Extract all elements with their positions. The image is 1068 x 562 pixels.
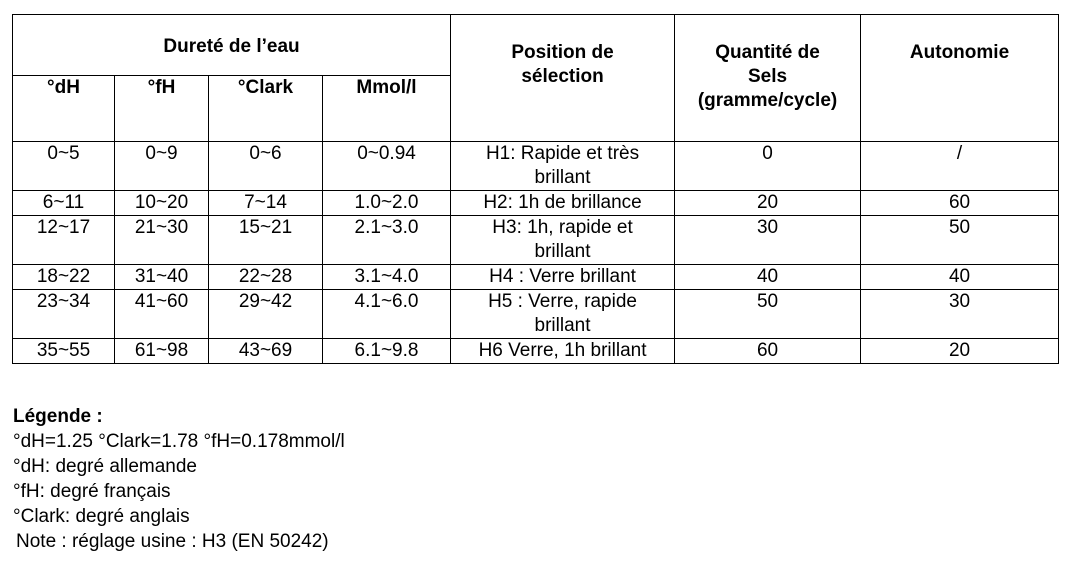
quantity-header-line: Quantité de (715, 42, 820, 63)
cell-mmol: 3.1~4.0 (323, 265, 451, 290)
quantity-header-line: (gramme/cycle) (697, 90, 838, 111)
cell-clark: 7~14 (209, 191, 323, 216)
table-row (13, 216, 1059, 265)
table-row (13, 265, 1059, 290)
unit-header-mmol: Mmol/l (323, 76, 451, 142)
position-line: H1: Rapide et très (485, 143, 640, 164)
cell-autonomy: / (861, 142, 1059, 191)
position-line: brillant (534, 315, 591, 336)
position-line: H6 Verre, 1h brillant (478, 340, 647, 361)
cell-position (451, 191, 675, 216)
cell-dh: 18~22 (13, 265, 115, 290)
unit-header-clark: °Clark (209, 76, 323, 142)
cell-clark: 22~28 (209, 265, 323, 290)
cell-clark: 29~42 (209, 290, 323, 339)
water-hardness-header: Dureté de l’eau (13, 15, 451, 76)
cell-quantity: 20 (675, 191, 861, 216)
table-row (13, 290, 1059, 339)
legend-title: Légende : (13, 406, 103, 427)
water-hardness-table (12, 14, 1059, 364)
position-header-line: Position de (511, 42, 614, 63)
position-header (451, 15, 675, 142)
quantity-header (675, 15, 861, 142)
cell-quantity: 0 (675, 142, 861, 191)
cell-mmol: 1.0~2.0 (323, 191, 451, 216)
cell-dh: 0~5 (13, 142, 115, 191)
cell-fh: 21~30 (115, 216, 209, 265)
table-row (13, 191, 1059, 216)
legend-line: °Clark: degré anglais (13, 506, 190, 527)
cell-quantity: 30 (675, 216, 861, 265)
cell-mmol: 0~0.94 (323, 142, 451, 191)
cell-autonomy: 60 (861, 191, 1059, 216)
cell-fh: 10~20 (115, 191, 209, 216)
header-row-top (13, 15, 1059, 76)
cell-mmol: 4.1~6.0 (323, 290, 451, 339)
legend-line: °dH=1.25 °Clark=1.78 °fH=0.178mmol/l (13, 431, 345, 452)
cell-quantity: 60 (675, 339, 861, 364)
position-line: H3: 1h, rapide et (492, 217, 633, 238)
cell-dh: 23~34 (13, 290, 115, 339)
cell-fh: 61~98 (115, 339, 209, 364)
position-line: brillant (534, 167, 591, 188)
cell-autonomy: 50 (861, 216, 1059, 265)
cell-clark: 0~6 (209, 142, 323, 191)
cell-autonomy: 30 (861, 290, 1059, 339)
cell-position (451, 142, 675, 191)
cell-dh: 35~55 (13, 339, 115, 364)
cell-mmol: 6.1~9.8 (323, 339, 451, 364)
cell-fh: 0~9 (115, 142, 209, 191)
cell-fh: 41~60 (115, 290, 209, 339)
quantity-header-line: Sels (747, 66, 788, 87)
cell-autonomy: 20 (861, 339, 1059, 364)
cell-dh: 12~17 (13, 216, 115, 265)
position-line: H4 : Verre brillant (489, 266, 636, 287)
position-line: H5 : Verre, rapide (488, 291, 637, 312)
cell-clark: 43~69 (209, 339, 323, 364)
unit-header-dh: °dH (13, 76, 115, 142)
cell-autonomy: 40 (861, 265, 1059, 290)
cell-position (451, 216, 675, 265)
legend (13, 404, 345, 554)
cell-clark: 15~21 (209, 216, 323, 265)
autonomy-header: Autonomie (861, 15, 1059, 142)
legend-line: °dH: degré allemande (13, 456, 197, 477)
cell-mmol: 2.1~3.0 (323, 216, 451, 265)
table-row (13, 339, 1059, 364)
position-header-line: sélection (521, 66, 604, 87)
cell-position (451, 339, 675, 364)
factory-setting-note: Note : réglage usine : H3 (EN 50242) (16, 531, 329, 552)
legend-line: °fH: degré français (13, 481, 171, 502)
cell-position (451, 290, 675, 339)
cell-dh: 6~11 (13, 191, 115, 216)
table-row (13, 142, 1059, 191)
position-line: brillant (534, 241, 591, 262)
cell-fh: 31~40 (115, 265, 209, 290)
cell-position (451, 265, 675, 290)
unit-header-fh: °fH (115, 76, 209, 142)
cell-quantity: 40 (675, 265, 861, 290)
position-line: H2: 1h de brillance (483, 192, 642, 213)
cell-quantity: 50 (675, 290, 861, 339)
